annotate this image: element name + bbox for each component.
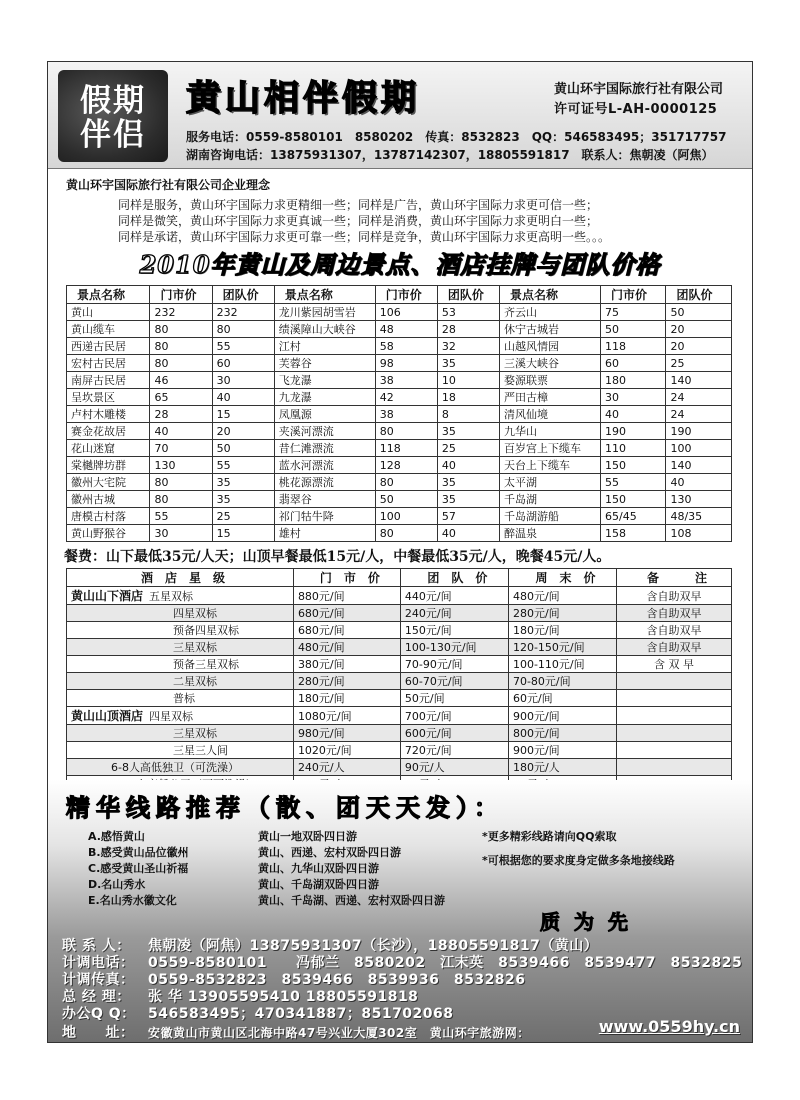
hotel-weekend-cell: 100-110元/间 bbox=[508, 656, 616, 673]
retail-price: 80 bbox=[150, 321, 212, 338]
group-price: 140 bbox=[666, 457, 732, 474]
hotel-note-cell: 含自助双早 bbox=[617, 639, 732, 656]
manager-value: 张 华 13905595410 18805591818 bbox=[148, 989, 419, 1005]
address-row bbox=[62, 1022, 530, 1042]
group-price: 20 bbox=[666, 321, 732, 338]
attractions-header-cell: 景点名称 bbox=[499, 286, 600, 304]
attractions-header-cell: 门市价 bbox=[150, 286, 212, 304]
attraction-name: 龙川紫园胡雪岩 bbox=[274, 304, 375, 321]
group-price: 25 bbox=[437, 440, 499, 457]
attraction-name: 严田古樟 bbox=[499, 389, 600, 406]
address-value: 安徽黄山市黄山区北海中路47号兴业大厦302室 黄山环宇旅游网： bbox=[148, 1026, 530, 1040]
hotel-weekend-cell: 480元/间 bbox=[508, 587, 616, 605]
hotel-weekend-cell: 800元/间 bbox=[508, 725, 616, 742]
hotel-group-name: 黄山山顶酒店 bbox=[71, 709, 144, 723]
retail-price: 30 bbox=[150, 525, 212, 542]
contact-person-value: 焦朝凌（阿焦）13875931307（长沙），18805591817（黄山） bbox=[148, 938, 599, 954]
attraction-name: 祁门牯牛降 bbox=[274, 508, 375, 525]
hotel-retail-cell: 1080元/间 bbox=[293, 707, 400, 725]
table-row bbox=[67, 673, 732, 690]
logo bbox=[58, 70, 168, 162]
group-price: 100 bbox=[666, 440, 732, 457]
hotel-header-row bbox=[67, 569, 732, 587]
hotel-star-level: 三星三人间 bbox=[173, 744, 228, 757]
route-theme: D.名山秀水 bbox=[88, 878, 146, 891]
group-price: 25 bbox=[212, 508, 274, 525]
table-row bbox=[67, 759, 732, 776]
attraction-name: 醉温泉 bbox=[499, 525, 600, 542]
hotel-retail-cell: 380元/间 bbox=[293, 656, 400, 673]
retail-price: 98 bbox=[375, 355, 437, 372]
hotel-header-cell: 酒 店 星 级 bbox=[67, 569, 294, 587]
table-row bbox=[67, 656, 732, 673]
attractions-header-cell: 团队价 bbox=[212, 286, 274, 304]
table-row bbox=[67, 474, 732, 491]
hotel-group-cell: 50元/间 bbox=[400, 690, 508, 707]
hotel-retail-cell: 980元/间 bbox=[293, 725, 400, 742]
attractions-header-cell: 门市价 bbox=[375, 286, 437, 304]
service-phone-line: 服务电话：0559-8580101 8580202 传真：8532823 QQ：546583495；351717757 bbox=[186, 130, 727, 144]
group-price: 57 bbox=[437, 508, 499, 525]
group-price: 20 bbox=[666, 338, 732, 355]
retail-price: 50 bbox=[601, 321, 666, 338]
hotel-group-cell: 150元/间 bbox=[400, 622, 508, 639]
retail-price: 30 bbox=[601, 389, 666, 406]
hotel-star-cell bbox=[67, 690, 294, 707]
hotel-star-level: 四星双标 bbox=[173, 607, 217, 620]
table-row bbox=[67, 639, 732, 656]
route-itinerary: 黄山、西递、宏村双卧四日游 bbox=[258, 846, 401, 859]
philosophy-line: 同样是服务，黄山环宇国际力求更精细一些；同样是广告，黄山环宇国际力求更可信一些； bbox=[118, 198, 599, 212]
address-label: 地 址： bbox=[62, 1025, 135, 1041]
hotel-star-cell bbox=[67, 725, 294, 742]
hotel-note-cell bbox=[617, 759, 732, 776]
attraction-name: 三溪大峡谷 bbox=[499, 355, 600, 372]
hotel-weekend-cell: 180元/间 bbox=[508, 622, 616, 639]
retail-price: 106 bbox=[375, 304, 437, 321]
retail-price: 38 bbox=[375, 372, 437, 389]
license-number: 许可证号L-AH-0000125 bbox=[554, 102, 718, 117]
philosophy-line: 同样是微笑，黄山环宇国际力求更真诚一些；同样是消费，黄山环宇国际力求更明白一些； bbox=[118, 214, 599, 228]
retail-price: 80 bbox=[150, 355, 212, 372]
hotel-note-cell bbox=[617, 742, 732, 759]
attraction-name: 唐模古村落 bbox=[67, 508, 150, 525]
hotel-header-cell: 门 市 价 bbox=[293, 569, 400, 587]
hunan-phone-line: 湖南咨询电话：13875931307，13787142307，18805591817 联系人：焦朝凌（阿焦） bbox=[186, 148, 714, 162]
attraction-name: 赛金花故居 bbox=[67, 423, 150, 440]
hotel-header-cell: 备 注 bbox=[617, 569, 732, 587]
attraction-name: 黄山缆车 bbox=[67, 321, 150, 338]
group-price: 35 bbox=[437, 355, 499, 372]
attraction-name: 昔仁滩漂流 bbox=[274, 440, 375, 457]
attraction-name: 山越风情园 bbox=[499, 338, 600, 355]
group-price: 60 bbox=[212, 355, 274, 372]
price-banner: 2010年黄山及周边景点、酒店挂牌与团队价格 bbox=[139, 250, 661, 279]
hotel-star-cell bbox=[67, 587, 294, 605]
dispatch-phone-label: 计调电话： bbox=[62, 955, 135, 971]
group-price: 24 bbox=[666, 389, 732, 406]
route-itinerary: 黄山、千岛湖、西递、宏村双卧四日游 bbox=[258, 894, 445, 907]
group-price: 32 bbox=[437, 338, 499, 355]
route-itinerary: 黄山一地双卧四日游 bbox=[258, 830, 357, 843]
attractions-header-cell: 景点名称 bbox=[67, 286, 150, 304]
hotel-star-level: 6-8人高低独卫（可洗澡） bbox=[111, 761, 239, 774]
attraction-name: 蓝水河漂流 bbox=[274, 457, 375, 474]
hotel-weekend-cell: 180元/人 bbox=[508, 759, 616, 776]
retail-price: 42 bbox=[375, 389, 437, 406]
retail-price: 80 bbox=[150, 338, 212, 355]
hotel-weekend-cell: 900元/间 bbox=[508, 707, 616, 725]
office-qq-value: 546583495；470341887；851702068 bbox=[148, 1006, 454, 1022]
hotel-group-cell: 90元/人 bbox=[400, 759, 508, 776]
office-qq-label: 办公Q Q： bbox=[62, 1006, 136, 1022]
attractions-header-cell: 门市价 bbox=[601, 286, 666, 304]
attraction-name: 休宁古城岩 bbox=[499, 321, 600, 338]
attraction-name: 桃花源漂流 bbox=[274, 474, 375, 491]
attraction-name: 齐云山 bbox=[499, 304, 600, 321]
hotel-note-cell: 含自助双早 bbox=[617, 605, 732, 622]
attraction-name: 清风仙境 bbox=[499, 406, 600, 423]
group-price: 30 bbox=[212, 372, 274, 389]
route-theme: A.感悟黄山 bbox=[88, 830, 145, 843]
hotel-star-cell bbox=[67, 622, 294, 639]
retail-price: 80 bbox=[375, 474, 437, 491]
attraction-name: 芙蓉谷 bbox=[274, 355, 375, 372]
attractions-header-cell: 团队价 bbox=[666, 286, 732, 304]
attraction-name: 黄山野猴谷 bbox=[67, 525, 150, 542]
attraction-name: 宏村古民居 bbox=[67, 355, 150, 372]
group-price: 25 bbox=[666, 355, 732, 372]
attraction-name: 西递古民居 bbox=[67, 338, 150, 355]
hotel-retail-cell: 480元/间 bbox=[293, 639, 400, 656]
table-row bbox=[67, 355, 732, 372]
table-row bbox=[67, 742, 732, 759]
hotel-group-cell: 720元/间 bbox=[400, 742, 508, 759]
attraction-name: 九龙瀑 bbox=[274, 389, 375, 406]
website-link[interactable]: www.0559hy.cn bbox=[598, 1017, 740, 1036]
retail-price: 130 bbox=[150, 457, 212, 474]
retail-price: 128 bbox=[375, 457, 437, 474]
hotel-group-cell: 100-130元/间 bbox=[400, 639, 508, 656]
group-price: 8 bbox=[437, 406, 499, 423]
table-row bbox=[67, 457, 732, 474]
attraction-name: 飞龙瀑 bbox=[274, 372, 375, 389]
office-qq-row bbox=[62, 1003, 454, 1023]
table-row bbox=[67, 372, 732, 389]
hotel-note-cell bbox=[617, 690, 732, 707]
table-row bbox=[67, 605, 732, 622]
hotel-group-name: 黄山山下酒店 bbox=[71, 589, 144, 603]
hotel-star-cell bbox=[67, 707, 294, 725]
route-theme: C.感受黄山圣山祈福 bbox=[88, 862, 189, 875]
hotel-weekend-cell: 120-150元/间 bbox=[508, 639, 616, 656]
retail-price: 55 bbox=[601, 474, 666, 491]
attraction-name: 千岛湖 bbox=[499, 491, 600, 508]
hotel-retail-cell: 180元/间 bbox=[293, 690, 400, 707]
group-price: 28 bbox=[437, 321, 499, 338]
attraction-name: 九华山 bbox=[499, 423, 600, 440]
attraction-name: 婺源联票 bbox=[499, 372, 600, 389]
hotel-note-cell: 含 双 早 bbox=[617, 656, 732, 673]
hotel-retail-cell: 880元/间 bbox=[293, 587, 400, 605]
brand-title: 黄山相伴假期 bbox=[186, 79, 421, 119]
route-note: *更多精彩线路请向QQ索取 bbox=[482, 830, 617, 843]
hotel-star-cell bbox=[67, 639, 294, 656]
group-price: 40 bbox=[666, 474, 732, 491]
retail-price: 150 bbox=[601, 457, 666, 474]
hotel-star-level: 五星双标 bbox=[149, 590, 194, 603]
group-price: 140 bbox=[666, 372, 732, 389]
hotel-star-level: 预备四星双标 bbox=[173, 624, 239, 637]
retail-price: 75 bbox=[601, 304, 666, 321]
attraction-name: 夹溪河漂流 bbox=[274, 423, 375, 440]
retail-price: 38 bbox=[375, 406, 437, 423]
hotel-group-cell: 700元/间 bbox=[400, 707, 508, 725]
hotel-note-cell bbox=[617, 725, 732, 742]
company-name: 黄山环宇国际旅行社有限公司 bbox=[554, 82, 724, 97]
hotel-group-cell: 70-90元/间 bbox=[400, 656, 508, 673]
hotel-header-cell: 团 队 价 bbox=[400, 569, 508, 587]
hotel-star-cell bbox=[67, 656, 294, 673]
group-price: 232 bbox=[212, 304, 274, 321]
retail-price: 190 bbox=[601, 423, 666, 440]
attractions-header-cell: 景点名称 bbox=[274, 286, 375, 304]
retail-price: 60 bbox=[601, 355, 666, 372]
group-price: 55 bbox=[212, 457, 274, 474]
group-price: 15 bbox=[212, 525, 274, 542]
table-row bbox=[67, 406, 732, 423]
group-price: 40 bbox=[212, 389, 274, 406]
table-row bbox=[67, 508, 732, 525]
table-row bbox=[67, 725, 732, 742]
hotel-weekend-cell: 60元/间 bbox=[508, 690, 616, 707]
attraction-name: 南屏古民居 bbox=[67, 372, 150, 389]
quality-slogan: 质为先 bbox=[540, 910, 642, 934]
attraction-name: 雄村 bbox=[274, 525, 375, 542]
group-price: 18 bbox=[437, 389, 499, 406]
retail-price: 150 bbox=[601, 491, 666, 508]
hotel-note-cell bbox=[617, 673, 732, 690]
hotel-group-cell: 440元/间 bbox=[400, 587, 508, 605]
hotel-note-cell: 含自助双早 bbox=[617, 587, 732, 605]
attraction-name: 翡翠谷 bbox=[274, 491, 375, 508]
group-price: 35 bbox=[437, 423, 499, 440]
table-row bbox=[67, 389, 732, 406]
attractions-header-row bbox=[67, 286, 732, 304]
hotel-group-cell: 600元/间 bbox=[400, 725, 508, 742]
hotel-star-level: 三星双标 bbox=[173, 641, 217, 654]
retail-price: 118 bbox=[601, 338, 666, 355]
hotel-note-cell: 含自助双早 bbox=[617, 622, 732, 639]
table-row bbox=[67, 491, 732, 508]
retail-price: 48 bbox=[375, 321, 437, 338]
retail-price: 80 bbox=[150, 491, 212, 508]
hotel-star-level: 四星双标 bbox=[149, 710, 194, 723]
hotel-retail-cell: 280元/间 bbox=[293, 673, 400, 690]
group-price: 35 bbox=[437, 474, 499, 491]
retail-price: 65/45 bbox=[601, 508, 666, 525]
group-price: 40 bbox=[437, 457, 499, 474]
hotel-star-level: 三星双标 bbox=[173, 727, 217, 740]
group-price: 50 bbox=[212, 440, 274, 457]
group-price: 15 bbox=[212, 406, 274, 423]
hotel-group-cell: 60-70元/间 bbox=[400, 673, 508, 690]
hotel-retail-cell: 1020元/间 bbox=[293, 742, 400, 759]
attraction-name: 花山迷窟 bbox=[67, 440, 150, 457]
retail-price: 80 bbox=[150, 474, 212, 491]
table-row bbox=[67, 622, 732, 639]
group-price: 35 bbox=[212, 491, 274, 508]
group-price: 10 bbox=[437, 372, 499, 389]
hotel-star-cell bbox=[67, 605, 294, 622]
retail-price: 110 bbox=[601, 440, 666, 457]
hotel-header-cell: 周 末 价 bbox=[508, 569, 616, 587]
attraction-name: 卢村木雕楼 bbox=[67, 406, 150, 423]
table-row bbox=[67, 304, 732, 321]
attraction-name: 黄山 bbox=[67, 304, 150, 321]
route-itinerary: 黄山、九华山双卧四日游 bbox=[258, 862, 379, 875]
table-row bbox=[67, 338, 732, 355]
philosophy-line: 同样是承诺，黄山环宇国际力求更可靠一些；同样是竞争，黄山环宇国际力求更高明一些。。。 bbox=[118, 230, 611, 244]
retail-price: 180 bbox=[601, 372, 666, 389]
retail-price: 40 bbox=[150, 423, 212, 440]
retail-price: 100 bbox=[375, 508, 437, 525]
route-itinerary: 黄山、千岛湖双卧四日游 bbox=[258, 878, 379, 891]
dispatch-phone-value: 0559-8580101 冯郁兰 8580202 江末英 8539466 8539477 8532825 bbox=[148, 955, 743, 971]
group-price: 108 bbox=[666, 525, 732, 542]
table-row bbox=[67, 423, 732, 440]
retail-price: 40 bbox=[601, 406, 666, 423]
hotel-star-cell bbox=[67, 742, 294, 759]
retail-price: 46 bbox=[150, 372, 212, 389]
group-price: 130 bbox=[666, 491, 732, 508]
travel-flyer bbox=[47, 61, 753, 1043]
group-price: 40 bbox=[437, 525, 499, 542]
routes-and-contact bbox=[48, 780, 752, 1042]
attraction-name: 徽州古城 bbox=[67, 491, 150, 508]
hotel-retail-cell: 680元/间 bbox=[293, 605, 400, 622]
attraction-name: 棠樾牌坊群 bbox=[67, 457, 150, 474]
hotel-star-level: 预备三星双标 bbox=[173, 658, 239, 671]
attraction-name: 太平湖 bbox=[499, 474, 600, 491]
hotel-weekend-cell: 70-80元/间 bbox=[508, 673, 616, 690]
attraction-name: 徽州大宅院 bbox=[67, 474, 150, 491]
hotel-table bbox=[66, 568, 732, 793]
attraction-name: 绩溪障山大峡谷 bbox=[274, 321, 375, 338]
hotel-star-cell bbox=[67, 759, 294, 776]
retail-price: 28 bbox=[150, 406, 212, 423]
retail-price: 58 bbox=[375, 338, 437, 355]
group-price: 48/35 bbox=[666, 508, 732, 525]
table-row bbox=[67, 707, 732, 725]
hotel-weekend-cell: 900元/间 bbox=[508, 742, 616, 759]
routes-title: 精华线路推荐（散、团天天发）： bbox=[66, 793, 504, 822]
hotel-group-cell: 240元/间 bbox=[400, 605, 508, 622]
retail-price: 118 bbox=[375, 440, 437, 457]
header bbox=[48, 62, 752, 169]
route-theme: B.感受黄山品位徽州 bbox=[88, 846, 189, 859]
retail-price: 65 bbox=[150, 389, 212, 406]
retail-price: 80 bbox=[375, 525, 437, 542]
attraction-name: 千岛湖游船 bbox=[499, 508, 600, 525]
group-price: 35 bbox=[212, 474, 274, 491]
dispatch-fax-value: 0559-8532823 8539466 8539936 8532826 bbox=[148, 972, 526, 988]
philosophy-title: 黄山环宇国际旅行社有限公司企业理念 bbox=[66, 178, 271, 192]
retail-price: 55 bbox=[150, 508, 212, 525]
hotel-note-cell bbox=[617, 707, 732, 725]
table-row bbox=[67, 690, 732, 707]
group-price: 35 bbox=[437, 491, 499, 508]
table-row bbox=[67, 587, 732, 605]
table-row bbox=[67, 440, 732, 457]
route-theme: E.名山秀水徽文化 bbox=[88, 894, 177, 907]
attraction-name: 百岁宫上下缆车 bbox=[499, 440, 600, 457]
retail-price: 80 bbox=[375, 423, 437, 440]
attraction-name: 江村 bbox=[274, 338, 375, 355]
retail-price: 50 bbox=[375, 491, 437, 508]
retail-price: 158 bbox=[601, 525, 666, 542]
group-price: 53 bbox=[437, 304, 499, 321]
logo-text: 假期伴侣 bbox=[80, 83, 146, 153]
meal-prices: 餐费：山下最低35元/人天；山顶早餐最低15元/人，中餐最低35元/人，晚餐45元/人。 bbox=[64, 549, 611, 565]
retail-price: 232 bbox=[150, 304, 212, 321]
group-price: 50 bbox=[666, 304, 732, 321]
attractions-table bbox=[66, 285, 732, 542]
hotel-retail-cell: 680元/间 bbox=[293, 622, 400, 639]
attraction-name: 天台上下缆车 bbox=[499, 457, 600, 474]
route-note: *可根据您的要求度身定做多条地接线路 bbox=[482, 854, 675, 867]
group-price: 20 bbox=[212, 423, 274, 440]
hotel-weekend-cell: 280元/间 bbox=[508, 605, 616, 622]
retail-price: 70 bbox=[150, 440, 212, 457]
table-row bbox=[67, 525, 732, 542]
hotel-star-level: 二星双标 bbox=[173, 675, 217, 688]
group-price: 190 bbox=[666, 423, 732, 440]
attraction-name: 呈坎景区 bbox=[67, 389, 150, 406]
hotel-retail-cell: 240元/人 bbox=[293, 759, 400, 776]
attraction-name: 凤凰源 bbox=[274, 406, 375, 423]
group-price: 80 bbox=[212, 321, 274, 338]
hotel-star-cell bbox=[67, 673, 294, 690]
dispatch-fax-label: 计调传真： bbox=[62, 972, 135, 988]
table-row bbox=[67, 321, 732, 338]
contact-person-label: 联 系 人： bbox=[62, 938, 131, 954]
group-price: 55 bbox=[212, 338, 274, 355]
hotel-star-level: 普标 bbox=[173, 692, 195, 705]
group-price: 24 bbox=[666, 406, 732, 423]
manager-label: 总 经 理： bbox=[62, 989, 131, 1005]
attractions-header-cell: 团队价 bbox=[437, 286, 499, 304]
